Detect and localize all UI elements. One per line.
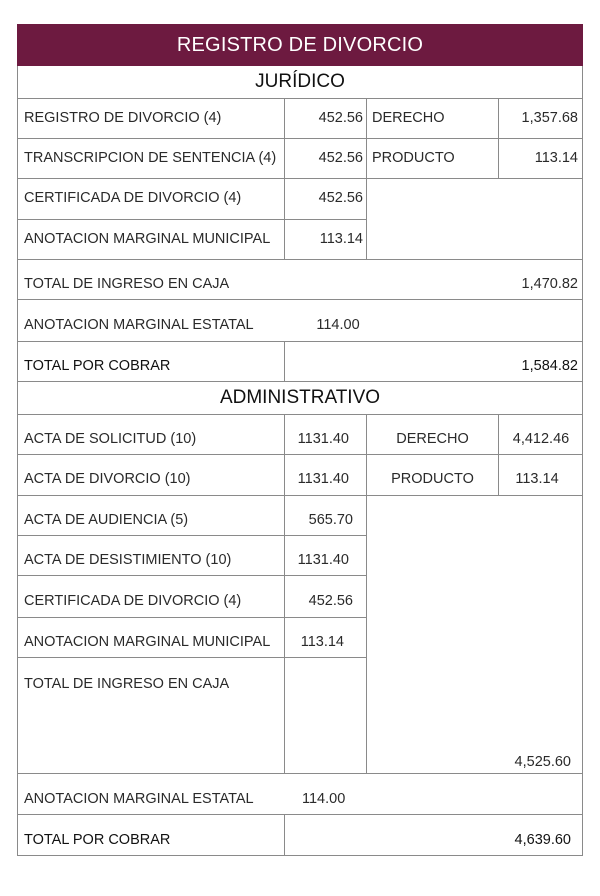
row-value: 1131.40 — [297, 430, 349, 447]
total-caja-value: 1,470.82 — [521, 275, 578, 292]
row-label: ANOTACION MARGINAL MUNICIPAL — [24, 633, 271, 650]
producto-value: 113.14 — [515, 471, 559, 488]
row-label: CERTIFICADA DE DIVORCIO (4) — [24, 190, 242, 207]
derecho-value: 4,412.46 — [512, 430, 570, 447]
row-value: 565.70 — [308, 511, 353, 528]
total-caja-label: TOTAL DE INGRESO EN CAJA — [24, 275, 230, 292]
derecho-label: DERECHO — [396, 430, 469, 447]
row-label: TRANSCRIPCION DE SENTENCIA (4) — [24, 149, 277, 166]
row-label: ACTA DE DIVORCIO (10) — [24, 471, 191, 488]
row-value: 452.56 — [318, 109, 363, 126]
total-caja-label: TOTAL DE INGRESO EN CAJA — [24, 675, 230, 692]
row-value: 452.56 — [318, 190, 363, 207]
total-cobrar-label: TOTAL POR COBRAR — [24, 831, 171, 848]
section-heading-administrativo: ADMINISTRATIVO — [219, 387, 381, 408]
row-value: 113.14 — [300, 633, 344, 650]
row-value: 1131.40 — [297, 471, 349, 488]
estatal-value: 114.00 — [302, 791, 346, 808]
total-cobrar-value: 1,584.82 — [521, 357, 578, 374]
total-caja-value: 4,525.60 — [514, 753, 571, 770]
row-value: 113.14 — [319, 230, 363, 247]
total-cobrar-value: 4,639.60 — [514, 831, 571, 848]
section-heading-juridico: JURÍDICO — [255, 71, 345, 92]
producto-value: 113.14 — [534, 149, 578, 166]
sheet-title: REGISTRO DE DIVORCIO — [17, 24, 583, 66]
row-label: ANOTACION MARGINAL MUNICIPAL — [24, 230, 271, 247]
estatal-label: ANOTACION MARGINAL ESTATAL — [24, 316, 254, 333]
row-label: CERTIFICADA DE DIVORCIO (4) — [24, 593, 242, 610]
producto-label: PRODUCTO — [372, 149, 455, 166]
row-value: 452.56 — [308, 593, 353, 610]
derecho-value: 1,357.68 — [521, 109, 578, 126]
total-cobrar-label: TOTAL POR COBRAR — [24, 357, 171, 374]
row-label: ACTA DE AUDIENCIA (5) — [24, 511, 189, 528]
row-value: 1131.40 — [297, 551, 349, 568]
estatal-value: 114.00 — [316, 316, 360, 333]
row-label: ACTA DE DESISTIMIENTO (10) — [24, 551, 232, 568]
row-label: REGISTRO DE DIVORCIO (4) — [24, 109, 222, 126]
derecho-label: DERECHO — [372, 109, 445, 126]
row-value: 452.56 — [318, 149, 363, 166]
producto-label: PRODUCTO — [391, 471, 474, 488]
estatal-label: ANOTACION MARGINAL ESTATAL — [24, 791, 254, 808]
row-label: ACTA DE SOLICITUD (10) — [24, 430, 197, 447]
